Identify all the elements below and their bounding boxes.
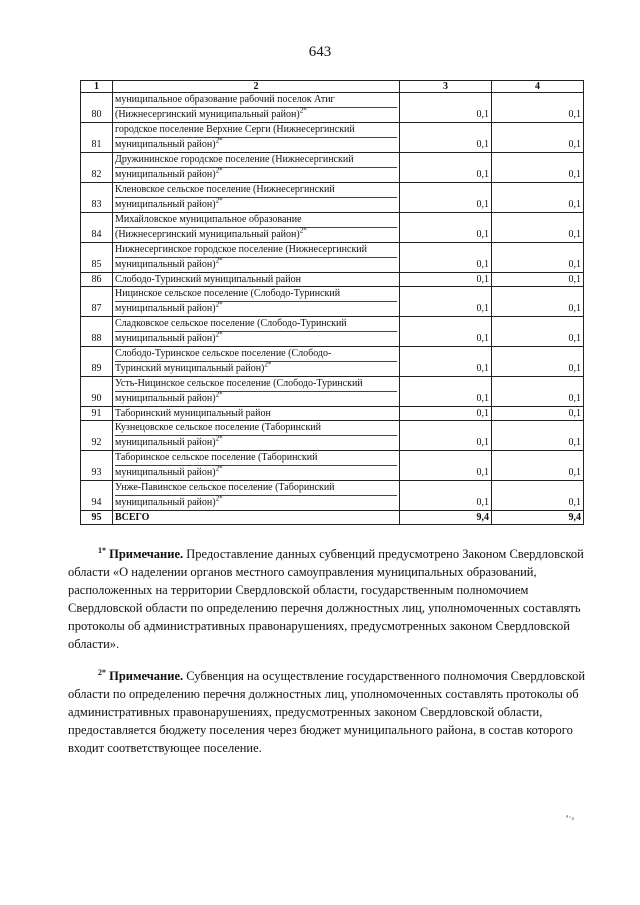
- row-name-text: Усть-Ницинское сельское поселение (Слободо-Туринский: [115, 378, 363, 389]
- total-row-col3: 9,4: [400, 511, 492, 525]
- row-name: [113, 273, 400, 287]
- row-name-line: [115, 287, 397, 302]
- footnote-marker: 2*: [215, 494, 223, 503]
- table-row: [81, 273, 584, 287]
- row-name-line: [115, 421, 397, 436]
- row-name-line: [115, 317, 397, 332]
- row-value-c3: 0,1: [400, 213, 492, 243]
- header-col-3: 3: [400, 81, 492, 93]
- row-value-c3: 0,1: [400, 407, 492, 421]
- row-name-text: муниципальный район): [115, 169, 216, 180]
- row-number: 88: [81, 317, 113, 347]
- table-row: [81, 317, 584, 347]
- footnote-marker: 2*: [215, 390, 223, 399]
- row-name-text: муниципальный район): [115, 333, 216, 344]
- row-number: 82: [81, 153, 113, 183]
- row-value-c4: 0,1: [492, 287, 584, 317]
- row-value-c4: 0,1: [492, 213, 584, 243]
- footnote-marker: 2*: [264, 360, 272, 369]
- row-number: 84: [81, 213, 113, 243]
- row-name-text: Кузнецовское сельское поселение (Таборинский: [115, 422, 322, 433]
- row-value-c3: 0,1: [400, 183, 492, 213]
- row-name-line: [115, 496, 397, 510]
- row-number: 93: [81, 451, 113, 481]
- table-row: [81, 213, 584, 243]
- row-name-text: муниципальный район): [115, 199, 216, 210]
- footnote-marker: 2*: [215, 196, 223, 205]
- row-name: [113, 481, 400, 511]
- row-value-c3: 0,1: [400, 243, 492, 273]
- row-name-line: [115, 258, 397, 272]
- note-2: [68, 667, 588, 757]
- note-1: [68, 545, 588, 653]
- row-number: 83: [81, 183, 113, 213]
- row-name-text: муниципальный район): [115, 259, 216, 270]
- row-name-line: [115, 93, 397, 108]
- row-number: 86: [81, 273, 113, 287]
- row-number: 85: [81, 243, 113, 273]
- header-col-1: 1: [81, 81, 113, 93]
- row-value-c4: 0,1: [492, 123, 584, 153]
- footnote-marker: 2*: [215, 464, 223, 473]
- footnote-marker: 2*: [299, 226, 307, 235]
- table-row: [81, 481, 584, 511]
- row-name-line: [115, 168, 397, 182]
- table-row: [81, 407, 584, 421]
- table-row: [81, 421, 584, 451]
- row-value-c3: 0,1: [400, 451, 492, 481]
- row-name-line: [115, 228, 397, 242]
- page-number: 643: [308, 44, 332, 60]
- row-name-text: Ницинское сельское поселение (Слободо-Туринский: [115, 288, 341, 299]
- row-number: 94: [81, 481, 113, 511]
- footnote-marker: 2*: [215, 166, 223, 175]
- row-name-line: [115, 243, 397, 258]
- row-value-c4: 0,1: [492, 481, 584, 511]
- row-name-line: [115, 377, 397, 392]
- note-2-marker: 2*: [98, 667, 106, 677]
- row-name-text: (Нижнесергинский муниципальный район): [115, 229, 300, 240]
- row-name: [113, 347, 400, 377]
- row-number: 90: [81, 377, 113, 407]
- row-name-text: муниципальный район): [115, 139, 216, 150]
- row-name-text: Слободо-Туринский муниципальный район: [115, 274, 301, 285]
- subvention-table: [80, 80, 584, 525]
- footnote-marker: 2*: [215, 300, 223, 309]
- row-name-line: [115, 123, 397, 138]
- row-name-text: муниципальный район): [115, 303, 216, 314]
- row-name: [113, 183, 400, 213]
- note-1-marker: 1*: [98, 545, 106, 555]
- row-name: [113, 407, 400, 421]
- row-name-line: [115, 138, 397, 152]
- row-name-text: городское поселение Верхние Серги (Нижнесергинский: [115, 124, 355, 135]
- table-row: [81, 123, 584, 153]
- row-name-text: Таборинское сельское поселение (Таборинский: [115, 452, 318, 463]
- row-value-c4: 0,1: [492, 421, 584, 451]
- row-name-text: Нижнесергинское городское поселение (Нижнесергинский: [115, 244, 368, 255]
- row-name-text: Унже-Павинское сельское поселение (Таборинский: [115, 482, 335, 493]
- row-value-c3: 0,1: [400, 317, 492, 347]
- note-2-title: Примечание.: [109, 669, 184, 683]
- row-value-c4: 0,1: [492, 93, 584, 123]
- row-number: 80: [81, 93, 113, 123]
- row-name-text: Кленовское сельское поселение (Нижнесергинский: [115, 184, 335, 195]
- row-number: 89: [81, 347, 113, 377]
- total-row: [81, 511, 584, 525]
- row-name-text: муниципальный район): [115, 467, 216, 478]
- total-row-label: ВСЕГО: [113, 511, 400, 525]
- row-value-c3: 0,1: [400, 287, 492, 317]
- row-value-c4: 0,1: [492, 153, 584, 183]
- row-number: 81: [81, 123, 113, 153]
- row-value-c4: 0,1: [492, 451, 584, 481]
- row-name-line: [115, 273, 397, 286]
- total-row-number: 95: [81, 511, 113, 525]
- row-value-c4: 0,1: [492, 273, 584, 287]
- row-name-line: [115, 108, 397, 122]
- row-name-line: [115, 183, 397, 198]
- row-value-c3: 0,1: [400, 123, 492, 153]
- row-name: [113, 451, 400, 481]
- row-name: [113, 93, 400, 123]
- row-value-c3: 0,1: [400, 93, 492, 123]
- table-body: [81, 93, 584, 511]
- row-value-c3: 0,1: [400, 273, 492, 287]
- row-name: [113, 421, 400, 451]
- table-row: [81, 287, 584, 317]
- row-name-line: [115, 407, 397, 420]
- row-name-text: Михайловское муниципальное образование: [115, 214, 302, 225]
- row-name-line: [115, 198, 397, 212]
- note-2-text: Субвенция на осуществление государственного полномочия Свердловской области по определению перечня должностных лиц, уполномоченных составлять протоколы об административных правонарушениях, предусмотренных законом Свердловской области, предоставляется бюджету поселения через бюджет муниципального района, в состав которого входит соответствующее поселение.: [68, 669, 586, 755]
- row-name-line: [115, 347, 397, 362]
- table-row: [81, 451, 584, 481]
- row-name: [113, 377, 400, 407]
- table-row: [81, 93, 584, 123]
- footnote-marker: 2*: [215, 136, 223, 145]
- row-number: 92: [81, 421, 113, 451]
- row-name-text: муниципальный район): [115, 437, 216, 448]
- row-name: [113, 243, 400, 273]
- row-name-text: Сладковское сельское поселение (Слободо-Туринский: [115, 318, 347, 329]
- table-row: [81, 377, 584, 407]
- table-header-row: [81, 81, 584, 93]
- row-number: 87: [81, 287, 113, 317]
- row-name-line: [115, 392, 397, 406]
- notes-section: [68, 545, 588, 771]
- row-name-line: [115, 332, 397, 346]
- row-name: [113, 123, 400, 153]
- table-row: [81, 243, 584, 273]
- table-row: [81, 347, 584, 377]
- header-col-4: 4: [492, 81, 584, 93]
- footnote-marker: 2*: [215, 256, 223, 265]
- note-1-title: Примечание.: [109, 547, 184, 561]
- row-value-c3: 0,1: [400, 481, 492, 511]
- row-name-text: Туринский муниципальный район): [115, 363, 265, 374]
- row-name-text: муниципальное образование рабочий поселок Атиг: [115, 94, 335, 105]
- row-name-text: муниципальный район): [115, 393, 216, 404]
- row-name-line: [115, 213, 397, 228]
- corner-mark: ᵃ·ₛ: [566, 812, 575, 822]
- note-1-text: Предоставление данных субвенций предусмотрено Законом Свердловской области «О наделении органов местного самоуправления муниципальных образований, расположенных на территории Свердловской области, государственным полномочием Свердловской области по определению перечня должностных лиц, уполномоченных составлять протоколы об административных правонарушениях, предусмотренных законом Свердловской области».: [68, 547, 584, 651]
- row-value-c4: 0,1: [492, 347, 584, 377]
- row-value-c3: 0,1: [400, 421, 492, 451]
- row-value-c4: 0,1: [492, 243, 584, 273]
- row-name-text: (Нижнесергинский муниципальный район): [115, 109, 300, 120]
- table-row: [81, 183, 584, 213]
- row-name-text: Дружининское городское поселение (Нижнесергинский: [115, 154, 354, 165]
- row-name: [113, 287, 400, 317]
- row-name-line: [115, 481, 397, 496]
- row-name-text: Таборинский муниципальный район: [115, 408, 271, 419]
- row-name: [113, 153, 400, 183]
- footnote-marker: 2*: [215, 434, 223, 443]
- row-name-line: [115, 451, 397, 466]
- row-value-c3: 0,1: [400, 377, 492, 407]
- row-name-line: [115, 302, 397, 316]
- row-name-line: [115, 436, 397, 450]
- table-row: [81, 153, 584, 183]
- row-name-text: муниципальный район): [115, 497, 216, 508]
- row-name-text: Слободо-Туринское сельское поселение (Слободо-: [115, 348, 332, 359]
- footnote-marker: 2*: [215, 330, 223, 339]
- row-name-line: [115, 466, 397, 480]
- row-name-line: [115, 153, 397, 168]
- row-value-c4: 0,1: [492, 407, 584, 421]
- header-col-2: 2: [113, 81, 400, 93]
- total-row-col4: 9,4: [492, 511, 584, 525]
- row-name: [113, 213, 400, 243]
- row-value-c3: 0,1: [400, 347, 492, 377]
- row-name-line: [115, 362, 397, 376]
- row-number: 91: [81, 407, 113, 421]
- row-value-c4: 0,1: [492, 317, 584, 347]
- row-value-c4: 0,1: [492, 183, 584, 213]
- row-value-c3: 0,1: [400, 153, 492, 183]
- row-name: [113, 317, 400, 347]
- row-value-c4: 0,1: [492, 377, 584, 407]
- footnote-marker: 2*: [299, 106, 307, 115]
